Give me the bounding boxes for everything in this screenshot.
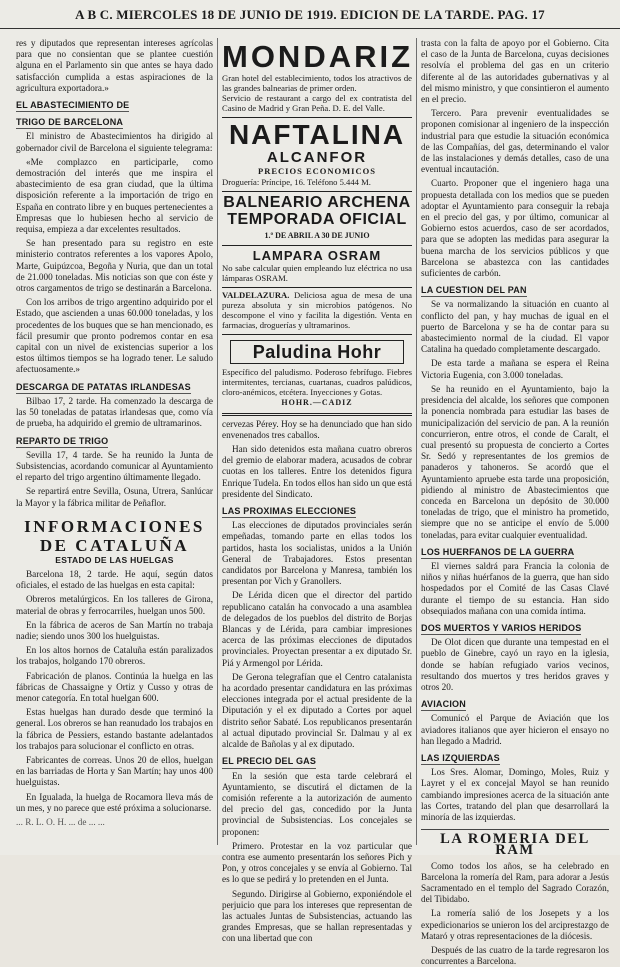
paragraph: Después de las cuatro de la tarde regresaron los concurrentes a Barcelona.: [421, 945, 609, 967]
paragraph: Con los arribos de trigo argentino adquirido por el Estado, que ascienden a unas 60.000 toneladas, y los procedentes de los buques que se han mencionado, es fácil presumir que pronto podremos contar en esa capital con un nivel de existencias superior a los estos últimos tiempos se ha logrado tener. Le saludo afectuosamente.»: [16, 297, 213, 375]
paragraph: Cuarto. Proponer que el ingeniero haga una propuesta detallada con los medios que se pueden adoptar el Ayuntamiento para conseguir la rebaja en el precio del gas, y por último, comunicar al Gobierno estos acuerdos, caso de ser acordados, para que se adopten las medidas para asegurar la buena marcha de los servicios públicos y que Barcelona se abastezca con las cantidades suficientes de carbón.: [421, 178, 609, 279]
ad-tagline: 1.º DE ABRIL A 30 DE JUNIO: [264, 231, 370, 241]
paragraph: Fabricación de planos. Continúa la huelga en las fábricas de Chassaigne y Ortiz y Cusso y otras de menor categoría. En total huelgan 600.: [16, 670, 213, 703]
big-headline: INFORMACIONES DE CATALUÑA: [24, 516, 205, 555]
paragraph: Estas huelgas han durado desde que terminó la general. Los obreros se han reanudado los trabajos en la fábrica de Pessiers, estando bastante adelantados los trabajos para solucionar el conflicto en otras.: [16, 707, 213, 751]
column-rule-1: [217, 38, 218, 845]
section-heading: LAS IZQUIERDAS: [421, 753, 500, 765]
paragraph: cervezas Pérey. Hoy se ha denunciado que han sido envenenados tres caballos.: [222, 418, 412, 440]
ad-paludina: [222, 335, 412, 415]
ad-subtitle: TEMPORADA OFICIAL: [227, 211, 407, 229]
paragraph: Sevilla 17, 4 tarde. Se ha reunido la Junta de Subsistencias, acordando comunicar al Ayuntamiento el reparto del trigo argentino últimamente llegado.: [16, 449, 213, 483]
column-rule-2: [416, 38, 417, 845]
ad-subtitle: ALCANFOR: [266, 149, 368, 166]
ad-title: VALDELAZURA.: [222, 290, 290, 301]
ad-tagline: PRECIOS ECONOMICOS: [258, 166, 376, 176]
ad-body: Específico del paludismo. Poderoso febrífugo. Fiebres intermitentes, tercianas, cuartanas, cuadros palúdicos, cloro-anémicos, etcétera. Inyecciones y Gotas.: [222, 367, 412, 398]
ad-body: Gran hotel del establecimiento, todos los atractivos de las grandes balnearias de primer orden.: [222, 73, 412, 93]
ad-body: Servicio de restaurant a cargo del ex contratista del Casino de Madrid y Gran Peña. D. E. del Valle.: [222, 93, 412, 113]
section-heading: LA CUESTION DEL PAN: [421, 285, 527, 297]
paragraph: Tercero. Para prevenir eventualidades se proponen comisionar al ingeniero de la inspección industrial para que estudie la situación económica de las Compañías, del gas, determinando el valor de las instalaciones y demás detalles, caso de una eventual incautación.: [421, 108, 609, 175]
ad-valdelazura: [222, 288, 412, 335]
paragraph: De esta tarde a mañana se espera el Reina Victoria Eugenia, con 3.000 toneladas.: [421, 358, 609, 380]
paragraph: El ministro de Abastecimientos ha dirigido al gobernador civil de Barcelona el siguiente telegrama:: [16, 131, 213, 153]
ad-body: No sabe calcular quien empleando luz eléctrica no usa lámparas OSRAM.: [222, 263, 412, 284]
paragraph: Los Sres. Alomar, Domingo, Moles, Ruiz y Layret y el ex concejal Mayol se han reunido cambiando impresiones acerca de la situación ante las Cortes, tratando del plan que desarrollará la minoría de las izquierdas.: [421, 767, 609, 822]
ad-archena: [222, 192, 412, 246]
paragraph: De Olot dicen que durante una tempestad en el pueblo de Ginebre, cayó un rayo en la iglesia, donde se habían refugiado varios vecinos, resultando dos muertos y tres heridos graves y otros 20.: [421, 637, 609, 692]
paragraph: En los altos hornos de Cataluña están paralizados los trabajos, holgando 170 obreros.: [16, 645, 213, 667]
ad-signature: HOHR.—CADIZ: [281, 398, 353, 408]
paragraph: La romería salió de los Josepets y a los expedicionarios se unieron los del arciprestazgo de Mataró y otras representaciones de la diócesis.: [421, 908, 609, 941]
paragraph: res y diputados que representan intereses agrícolas para que no consientan que se plantee cuestión alguna en el Parlamento sin que antes se haya dado satisfacción cumplida a estas aspiraciones de la agricultura exportadora.»: [16, 38, 213, 93]
section-heading: TRIGO DE BARCELONA: [16, 117, 123, 129]
section-heading: LOS HUERFANOS DE LA GUERRA: [421, 547, 574, 559]
paragraph: De Lérida dicen que el director del partido republicano catalán ha convocado a una asamblea de delegados de los pueblos del distrito de Borjas Blancas y de Lérida, para cambiar impresiones acerca de las próximas elecciones de diputados provinciales. Proyectan presentar a ex diputado Sr. Piá y Armengol por Lérida.: [222, 590, 412, 668]
section-heading: DESCARGA DE PATATAS IRLANDESAS: [16, 382, 191, 394]
ad-title: BALNEARIO ARCHENA: [223, 194, 411, 212]
paragraph: Segundo. Dirigirse al Gobierno, exponiéndole el perjuicio que para los intereses que representan de las actuales Juntas de Subsistencias, actuando las grandes Empresas, que se hallan representadas y con una libertad que con: [222, 888, 412, 944]
big-headline: LA ROMERIA DEL RAM: [421, 829, 609, 856]
section-heading: AVIACION: [421, 699, 466, 711]
paragraph: Se han presentado para su registro en este ministerio contratos referentes a los vapores Apolo, Marte, Guipúzcoa, Begoña y Nuria, que dan un total de 21.000 toneladas. Mis noticias son que con éste y otros cargamentos de trigo se destinarán a Barcelona.: [16, 238, 213, 294]
ad-body: Deliciosa agua de mesa de una pureza absoluta y sin microbios patógenos. No descompone el vino y facilita la digestión. Venta en farmacias, droguerías y ultramarinos.: [222, 290, 412, 331]
section-heading: REPARTO DE TRIGO: [16, 436, 108, 448]
paragraph: «Me complazco en participarle, como demostración del interés que me inspira el abastecimiento de esa gran ciudad, que la última disposición referente a la importación de trigo en España en contrato libre y en buques pertenecientes a Empresas que lo hubiesen hecho al servicio de requisa, empieza a dar excelentes resultados.: [16, 156, 213, 235]
ad-osram: [222, 246, 412, 288]
paragraph: Comunicó el Parque de Aviación que los aviadores italianos que ayer hicieron el ensayo no han llegado a Madrid.: [421, 713, 609, 746]
ad-title: MONDARIZ: [222, 39, 414, 74]
paragraph: trasta con la falta de apoyo por el Gobierno. Cita el caso de la Junta de Barcelona, cuyas decisiones resolvía el problema del gas en un criterio diferente al de las autoridades gubernativas y al del mismo ministro, y que consintieron el aumento en el precio.: [421, 38, 609, 105]
paragraph: Barcelona 18, 2 tarde. He aquí, según datos oficiales, el estado de las huelgas en esta capital:: [16, 568, 213, 591]
paragraph: Primero. Protestar en la voz particular que contra ese aumento presentarán los señores Pich y Pon, y otros concejales y se envía al Gobierno. Tal es lo que se pedirá y lo pretenden en el Junta.: [222, 840, 412, 885]
ad-naftalina: [222, 118, 412, 192]
paragraph: Han sido detenidos esta mañana cuatro obreros del gremio de elaborar madera, acusados de cobrar cuotas en los talleres. Entre los detenidos figura Enrique Tudela. En todos ellos han sido un que está presidente del Sindicato.: [222, 444, 412, 499]
paragraph: De Gerona telegrafían que el Centro catalanista ha acordado presentar candidatura en las próximas elecciones integrada por el actual presidente de la Diputación y el ex diputado a Cortes por aquel distrito señor Sabaté. Los republicanos presentarán al actual diputado provincial Sr. Dalmau y al ex alcalde de Bañolas y al ex diputado.: [222, 671, 412, 750]
paragraph: Se va normalizando la situación en cuanto al conflicto del pan, y hay muchas de igual en el puerto de Barcelona y se ha de contar para su abastecimiento normal de la ciudad. El vapor Catalina ha quedado completamente descargado.: [421, 299, 609, 355]
section-heading: LAS PROXIMAS ELECCIONES: [222, 506, 356, 518]
paragraph: Se ha reunido en el Ayuntamiento, bajo la presidencia del alcalde, los señores que componen la ponencia nombrada para estudiar las bases de municipalización del servicio de pan. A la reunión concurrieron, entre otros, el conde de Caralt, el cual presentó su propuesta de concierto a Cortes Sr. Sedó y representantes de los gremios de panaderos y tahoneros. Se acordó que el Ayuntamiento apruebe esta tarde una proposición, pidiendo al ministro de Abastecimientos que conceda en Barcelona un depósito de 30.000 toneladas de trigo, que el ministro ha prometido, siempre que no se anticipe el envío de 5.000 toneladas, para evitar cualquier eventualidad.: [421, 383, 609, 540]
paragraph: El viernes saldrá para Francia la colonia de niños y niñas huérfanos de la guerra, que han sido hospedados por el Comité de las Casas Clavé durante el tiempo de su estancia. Han sido obsequiados mañana con una comida íntima.: [421, 560, 609, 616]
ad-title: LAMPARA OSRAM: [252, 248, 382, 264]
paragraph: Fabricantes de correas. Unos 20 de ellos, huelgan en las barriadas de Horta y San Martín; hay unos 400 huelguistas.: [16, 754, 213, 788]
column-3: [421, 38, 609, 967]
ad-title: NAFTALINA: [228, 119, 406, 150]
paragraph: En la sesión que esta tarde celebrará el Ayuntamiento, se discutirá el dictamen de la comisión referente a la autorización de aumento del precio del gas, concedido por la Junta provincial de Subsistencias. Los concejales se proponen:: [222, 770, 412, 837]
column-2: [222, 38, 414, 944]
ad-title: Paludina Hohr: [230, 340, 404, 364]
paragraph: Se repartirá entre Sevilla, Osuna, Utrera, Sanlúcar la Mayor y la fábrica militar de Peñaflor.: [16, 486, 213, 508]
paragraph: Bilbao 17, 2 tarde. Ha comenzado la descarga de las 50 toneladas de patatas irlandesas que, como vía de prueba, ha adquirido el gremio de ultramarinos.: [16, 395, 213, 429]
section-heading: EL ABASTECIMIENTO DE: [16, 100, 129, 112]
section-heading: DOS MUERTOS Y VARIOS HERIDOS: [421, 623, 581, 635]
footer-text: ... R. L. O. H. ... de ... ...: [16, 816, 105, 827]
ad-mondariz: [222, 38, 412, 118]
column-1: [16, 38, 213, 845]
paragraph: Como todos los años, se ha celebrado en Barcelona la romería del Ram, para adorar a Jesús Sacramentado en el templo del Sagrado Corazón, del Tibidabo.: [421, 860, 609, 905]
ad-body: Droguería: Príncipe, 16. Teléfono 5.444 M.: [222, 177, 371, 188]
paragraph: En la fábrica de aceros de San Martín no trabaja nadie; siendo unos 300 los huelguistas.: [16, 619, 213, 641]
sub-headline: ESTADO DE LAS HUELGAS: [55, 554, 174, 565]
paragraph: Las elecciones de diputados provinciales serán empeñadas, tomando parte en ellas todos los partidos, hasta los socialistas, unidos a la Unión General de Trabajadores. Estos presentan candidatos por Barcelona y Manresa, también los presentan por Vich y Granollers.: [222, 520, 412, 587]
section-heading: EL PRECIO DEL GAS: [222, 756, 316, 768]
paragraph: Obreros metalúrgicos. En los talleres de Girona, material de obras y ferrocarriles, huelgan unos 500.: [16, 594, 213, 616]
paragraph: En Igualada, la huelga de Rocamora lleva más de un mes, y no parece que esté próxima a solucionarse.: [16, 791, 213, 813]
page-header: A B C. MIERCOLES 18 DE JUNIO DE 1919. EDICION DE LA TARDE. PAG. 17: [0, 4, 620, 29]
